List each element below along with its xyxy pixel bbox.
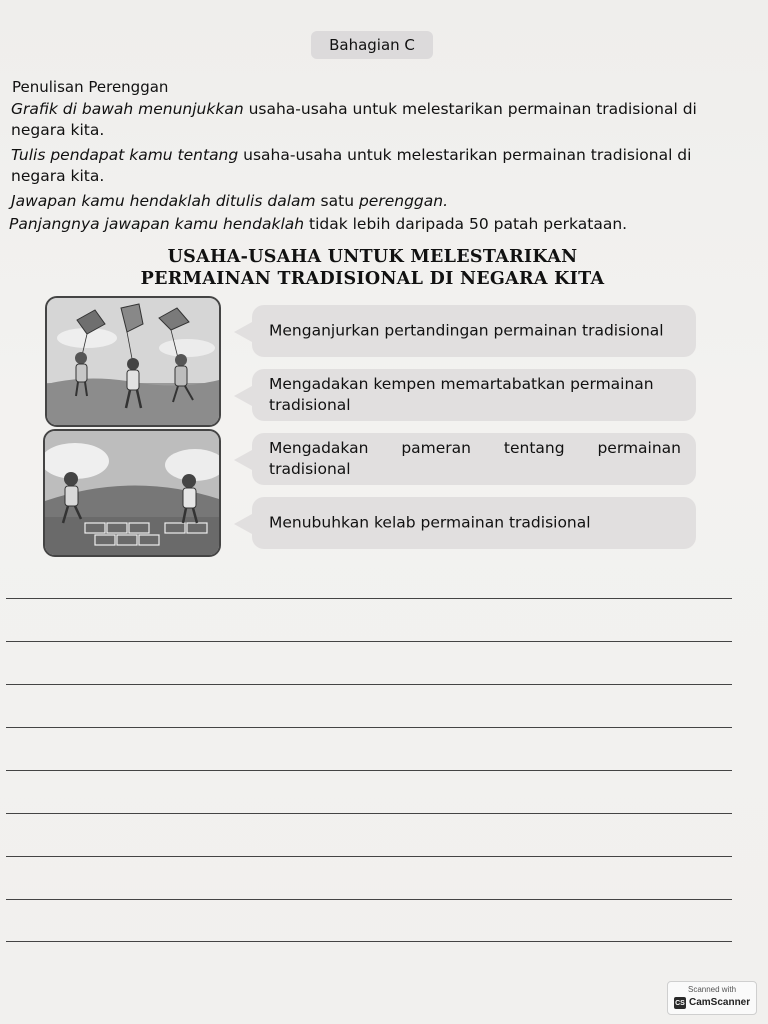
instruction-4 — [9, 214, 734, 235]
section-heading: Penulisan Perenggan — [12, 78, 169, 96]
instruction-4-italic: Panjangnya jawapan kamu hendaklah — [9, 215, 305, 233]
answer-line[interactable] — [6, 727, 732, 728]
instruction-2-text: usaha-usaha untuk melestarikan permainan tradisional di negara kita. — [11, 146, 692, 185]
effort-bubble-3 — [252, 433, 696, 485]
answer-line[interactable] — [6, 941, 732, 942]
hopscotch-illustration — [43, 429, 221, 557]
effort-text-3: Mengadakan pameran tentang permainan tradisional — [269, 439, 681, 478]
effort-bubble-4 — [252, 497, 696, 549]
answer-line[interactable] — [6, 813, 732, 814]
answer-line[interactable] — [6, 899, 732, 900]
section-label: Bahagian C — [311, 31, 433, 59]
hopscotch-image — [45, 431, 219, 555]
camscanner-logo-icon: CS — [674, 997, 686, 1009]
answer-line[interactable] — [6, 770, 732, 771]
camscanner-name: CamScanner — [689, 997, 751, 1008]
instruction-3-text: satu — [315, 192, 359, 210]
effort-text-4: Menubuhkan kelab permainan tradisional — [269, 513, 591, 532]
instruction-3 — [11, 191, 736, 212]
graphic-title-line-2: PERMAINAN TRADISIONAL DI NEGARA KITA — [140, 269, 605, 289]
instruction-2-italic: Tulis pendapat kamu tentang — [11, 146, 239, 164]
instruction-1-italic: Grafik di bawah menunjukkan — [11, 100, 244, 118]
effort-bubble-1 — [252, 305, 696, 357]
answer-line[interactable] — [6, 684, 732, 685]
scanned-with-label: Scanned with — [687, 985, 737, 994]
effort-text-1: Menganjurkan pertandingan permainan tradisional — [269, 321, 664, 340]
kite-flying-image — [47, 298, 219, 425]
answer-line[interactable] — [6, 598, 732, 599]
kite-flying-illustration — [45, 296, 221, 427]
instruction-3-italic-end: perenggan. — [358, 192, 449, 210]
instruction-2 — [11, 145, 736, 187]
answer-line[interactable] — [6, 856, 732, 857]
instruction-4-text: tidak lebih daripada 50 patah perkataan. — [304, 215, 628, 233]
graphic-title-line-1: USAHA-USAHA UNTUK MELESTARIKAN — [167, 247, 578, 267]
effort-bubble-2 — [252, 369, 696, 421]
answer-line[interactable] — [6, 641, 732, 642]
camscanner-watermark — [667, 981, 757, 1015]
effort-text-2: Mengadakan kempen memartabatkan permainan tradisional — [269, 375, 654, 414]
instruction-1-text: usaha-usaha untuk melestarikan permainan tradisional di negara kita. — [11, 100, 697, 139]
instruction-1 — [11, 99, 736, 141]
instruction-3-italic: Jawapan kamu hendaklah ditulis dalam — [11, 192, 316, 210]
